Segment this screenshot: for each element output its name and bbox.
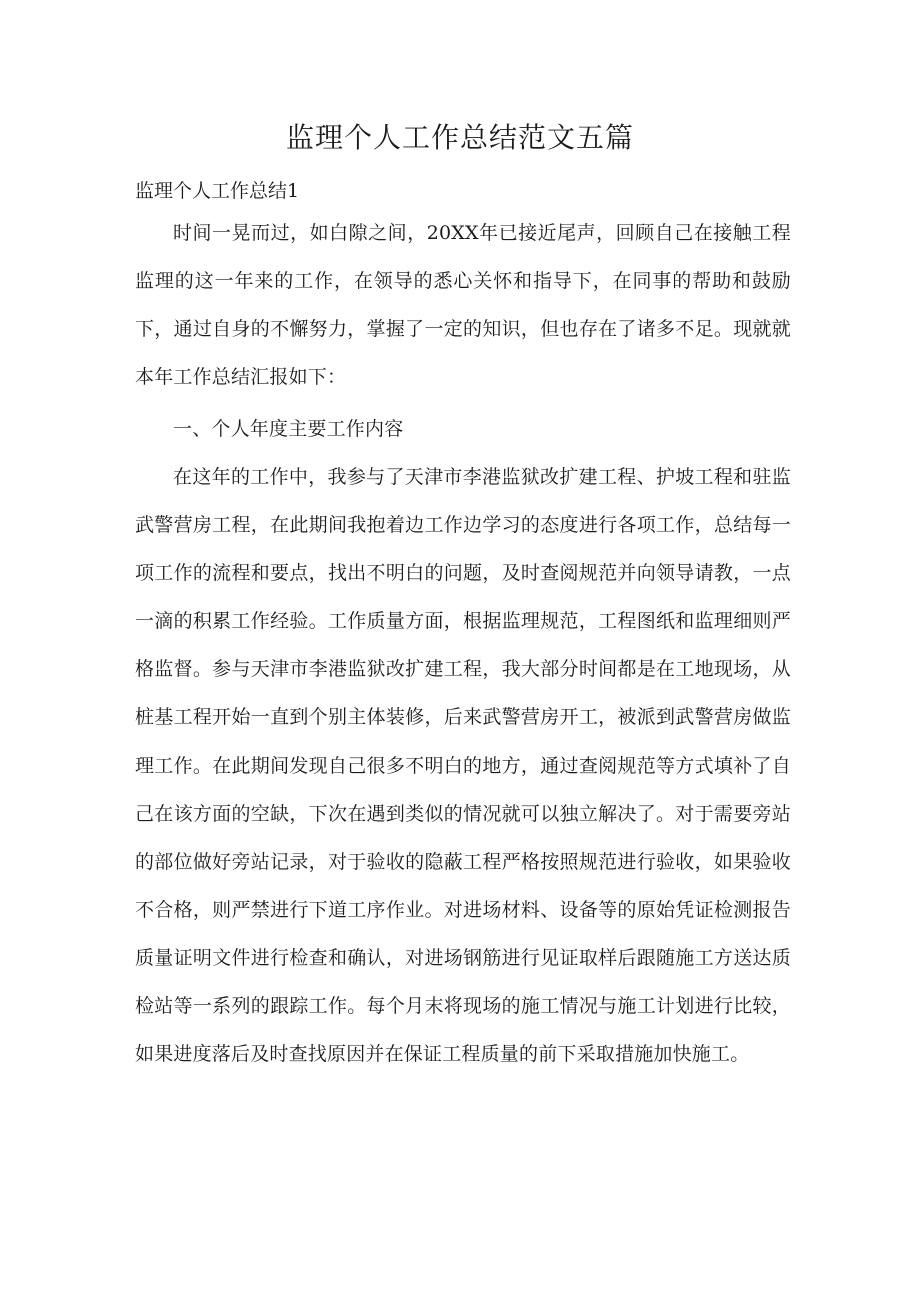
document-title: 监理个人工作总结范文五篇 (285, 121, 634, 154)
section-heading: 监理个人工作总结1 (135, 180, 300, 202)
paragraph-work-content: 在这年的工作中，我参与了天津市李港监狱改扩建工程、护坡工程和驻监武警营房工程，在此期间我抱着边工作边学习的态度进行各项工作，总结每一项工作的流程和要点，找出不明白的问题，及时查阅规范并向领导请教，一点一滴的积累工作经验。工作质量方面，根据监理规范，工程图纸和监理细则严格监督。参与天津市李港监狱改扩建工程，我大部分时间都是在工地现场，从桩基工程开始一直到个别主体装修，后来武警营房开工，被派到武警营房做监理工作。在此期间发现自己很多不明白的地方，通过查阅规范等方式填补了自己在该方面的空缺，下次在遇到类似的情况就可以独立解决了。对于需要旁站的部位做好旁站记录，对于验收的隐蔽工程严格按照规范进行验收，如果验收不合格，则严禁进行下道工序作业。对进场材料、设备等的原始凭证检测报告质量证明文件进行检查和确认，对进场钢筋进行见证取样后跟随施工方送达质检站等一系列的跟踪工作。每个月末将现场的施工情况与施工计划进行比较，如果进度落后及时查找原因并在保证工程质量的前下采取措施加快施工。 (135, 466, 791, 1066)
paragraph-intro: 时间一晃而过，如白隙之间，20XX年已接近尾声，回顾自己在接触工程监理的这一年来的工作，在领导的悉心关怀和指导下，在同事的帮助和鼓励下，通过自身的不懈努力，掌握了一定的知识，但也存在了诸多不足。现就就本年工作总结汇报如下： (135, 222, 791, 389)
paragraph-subheading: 一、个人年度主要工作内容 (173, 418, 404, 440)
